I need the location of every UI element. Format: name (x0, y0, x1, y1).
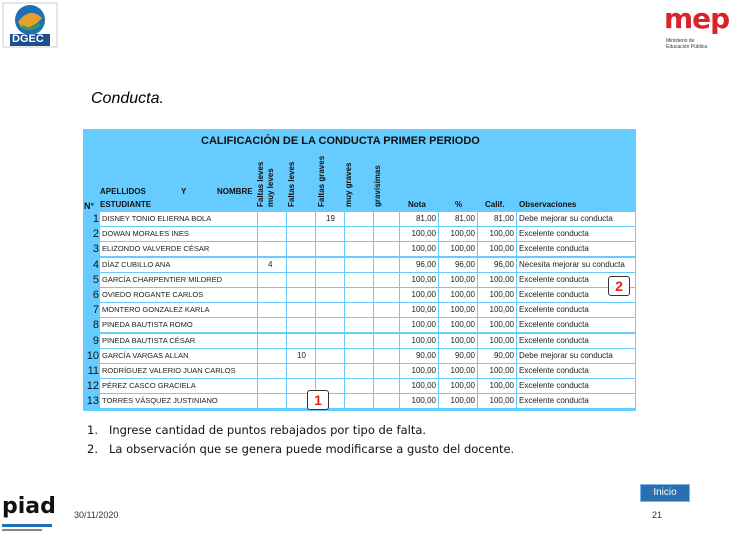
cell-deduction (345, 273, 373, 287)
cell-deduction (287, 334, 315, 348)
cell-deduction (345, 364, 373, 378)
cell-obs: Excelente conducta (517, 288, 635, 302)
cell-deduction (374, 349, 399, 363)
cell-name: GARCÍA CHARPENTIER MILDRED (100, 273, 257, 287)
cell-deduction (374, 364, 399, 378)
cell-n: 8 (92, 319, 99, 332)
cell-n: 13 (86, 395, 99, 408)
cell-nota: 100,00 (400, 303, 438, 317)
cell-name: TORRES VÁSQUEZ JUSTINIANO (100, 394, 257, 408)
header-muy-leves: muy leves (266, 168, 275, 207)
cell-pct: 100,00 (439, 242, 477, 256)
cell-name: PINEDA BAUTISTA CÉSAR (100, 334, 257, 348)
cell-n: 3 (92, 243, 99, 256)
cell-deduction (374, 318, 399, 332)
table-title: CALIFICACIÓN DE LA CONDUCTA PRIMER PERIODO (201, 135, 480, 147)
table-row (83, 394, 636, 409)
cell-name: ELIZONDO VALVERDE CÉSAR (100, 242, 257, 256)
cell-deduction (316, 364, 344, 378)
instruction-num-2: 2. (87, 442, 98, 456)
header-calif: Calif. (485, 200, 505, 209)
mep-logo (662, 2, 729, 56)
cell-obs: Excelente conducta (517, 364, 635, 378)
cell-pct: 100,00 (439, 379, 477, 393)
cell-obs: Excelente conducta (517, 379, 635, 393)
instruction-list (87, 421, 514, 459)
cell-calif: 100,00 (478, 227, 516, 241)
mep-logo-text: mep (664, 2, 729, 35)
marker-2: 2 (608, 276, 630, 296)
section-heading: Conducta. (91, 90, 164, 107)
cell-deduction (345, 394, 373, 408)
cell-calif: 100,00 (478, 273, 516, 287)
cell-deduction (287, 242, 315, 256)
cell-name: PÉREZ CASCO GRACIELA (100, 379, 257, 393)
cell-obs: Excelente conducta (517, 273, 635, 287)
mep-logo-subtitle: Ministerio de Educación Pública (666, 38, 708, 50)
cell-n: 12 (86, 380, 99, 393)
cell-deduction (316, 334, 344, 348)
cell-n: 6 (92, 289, 99, 301)
footer-date: 30/11/2020 (74, 510, 119, 520)
cell-deduction (258, 349, 286, 363)
cell-deduction (374, 258, 399, 272)
deduction-value: 19 (326, 214, 335, 223)
cell-deduction (345, 379, 373, 393)
cell-deduction (258, 303, 286, 317)
cell-deduction (287, 288, 315, 302)
cell-deduction (345, 212, 373, 226)
header-n: N° (84, 201, 95, 211)
cell-nota: 100,00 (400, 379, 438, 393)
cell-deduction (374, 334, 399, 348)
cell-obs: Necesita mejorar su conducta (517, 258, 635, 272)
cell-deduction (287, 212, 315, 226)
cell-deduction (258, 318, 286, 332)
header-obs: Observaciones (519, 200, 577, 209)
cell-obs: Excelente conducta (517, 227, 635, 241)
header-estudiante: ESTUDIANTE (100, 200, 152, 209)
table-row (83, 242, 636, 257)
cell-deduction (258, 242, 286, 256)
header-gravisimas: gravísimas (373, 165, 382, 207)
cell-deduction (374, 394, 399, 408)
table-row (83, 273, 636, 288)
cell-pct: 90,00 (439, 349, 477, 363)
cell-obs: Debe mejorar su conducta (517, 212, 635, 226)
cell-nota: 100,00 (400, 334, 438, 348)
dgec-logo (2, 2, 58, 48)
cell-pct: 100,00 (439, 364, 477, 378)
header-pct: % (455, 200, 463, 209)
cell-name: GARCÍA VARGAS ALLAN (100, 349, 257, 363)
cell-nota: 100,00 (400, 288, 438, 302)
table-row (83, 334, 636, 349)
cell-deduction (258, 379, 286, 393)
cell-deduction (287, 227, 315, 241)
cell-nota: 100,00 (400, 364, 438, 378)
header-faltas-leves: Faltas leves (256, 161, 265, 207)
cell-calif: 100,00 (478, 394, 516, 408)
cell-nota: 96,00 (400, 258, 438, 272)
cell-obs: Excelente conducta (517, 318, 635, 332)
cell-name: PINEDA BAUTISTA ROMO (100, 318, 257, 332)
cell-deduction (316, 303, 344, 317)
instruction-text-2: La observación que se genera puede modificarse a gusto del docente. (108, 442, 515, 456)
dgec-logo-text: DGEC (12, 33, 44, 45)
cell-deduction (287, 258, 315, 272)
cell-n: 10 (86, 349, 99, 362)
cell-n: 9 (92, 334, 99, 347)
cell-name: RODRÍGUEZ VALERIO JUAN CARLOS (100, 364, 257, 378)
piad-logo-text: piad (2, 494, 56, 519)
cell-obs: Excelente conducta (517, 242, 635, 256)
cell-name: DISNEY TONIO ELIERNA BOLA (100, 212, 257, 226)
cell-deduction (345, 288, 373, 302)
table-row (83, 303, 636, 318)
cell-deduction (316, 349, 344, 363)
cell-obs: Excelente conducta (517, 303, 635, 317)
cell-calif: 100,00 (478, 303, 516, 317)
instruction-num-1: 1. (87, 423, 98, 437)
header-y: Y (181, 187, 187, 196)
cell-name: DÍAZ CUBILLO ANA (100, 258, 257, 272)
cell-calif: 100,00 (478, 318, 516, 332)
cell-pct: 100,00 (439, 273, 477, 287)
cell-nota: 100,00 (400, 318, 438, 332)
cell-deduction (345, 334, 373, 348)
cell-deduction (287, 273, 315, 287)
cell-deduction (345, 318, 373, 332)
cell-nota: 100,00 (400, 227, 438, 241)
cell-deduction (345, 242, 373, 256)
cell-deduction (258, 227, 286, 241)
table-row (83, 258, 636, 273)
cell-calif: 100,00 (478, 364, 516, 378)
cell-deduction (316, 227, 344, 241)
header-nota: Nota (408, 200, 426, 209)
cell-pct: 100,00 (439, 334, 477, 348)
cell-deduction (374, 227, 399, 241)
cell-deduction (316, 288, 344, 302)
cell-deduction (287, 364, 315, 378)
cell-n: 11 (87, 365, 99, 377)
cell-pct: 96,00 (439, 258, 477, 272)
cell-calif: 81,00 (478, 212, 516, 226)
cell-deduction (258, 288, 286, 302)
cell-deduction (258, 212, 286, 226)
cell-deduction (316, 318, 344, 332)
cell-calif: 90,00 (478, 349, 516, 363)
cell-obs: Debe mejorar su conducta (517, 349, 635, 363)
table-row (83, 288, 636, 303)
cell-pct: 100,00 (439, 303, 477, 317)
cell-deduction (345, 303, 373, 317)
deduction-value: 4 (268, 259, 273, 269)
cell-deduction (287, 318, 315, 332)
conduct-grade-table (83, 129, 636, 411)
cell-nota: 100,00 (400, 273, 438, 287)
header-muy-graves: muy graves (344, 162, 353, 207)
table-row (83, 349, 636, 364)
cell-deduction (374, 242, 399, 256)
table-row (83, 227, 636, 242)
cell-calif: 100,00 (478, 379, 516, 393)
cell-n: 5 (92, 273, 99, 286)
table-row (83, 379, 636, 394)
cell-nota: 90,00 (400, 349, 438, 363)
instruction-item-2 (87, 440, 514, 459)
cell-obs: Excelente conducta (517, 394, 635, 408)
header-faltas-graves: Faltas graves (317, 155, 326, 207)
cell-pct: 100,00 (439, 227, 477, 241)
cell-calif: 100,00 (478, 334, 516, 348)
cell-deduction (374, 379, 399, 393)
header-apellidos: APELLIDOS (100, 187, 146, 196)
deduction-value: 10 (297, 350, 306, 360)
cell-deduction (345, 227, 373, 241)
cell-n: 7 (92, 304, 99, 317)
cell-deduction (374, 212, 399, 226)
header-faltas-leves-2: Faltas leves (287, 161, 296, 207)
table-row (83, 212, 636, 227)
cell-deduction (374, 273, 399, 287)
cell-deduction (258, 394, 286, 408)
cell-pct: 100,00 (439, 318, 477, 332)
table-row (83, 318, 636, 333)
cell-nota: 100,00 (400, 394, 438, 408)
cell-n: 1 (92, 213, 99, 225)
header-nombre: NOMBRE (217, 187, 253, 196)
cell-calif: 96,00 (478, 258, 516, 272)
cell-deduction (316, 258, 344, 272)
table-row (83, 364, 636, 379)
cell-deduction (287, 303, 315, 317)
inicio-button[interactable]: Inicio (640, 484, 690, 502)
cell-n: 4 (92, 258, 99, 271)
cell-calif: 100,00 (478, 242, 516, 256)
cell-deduction (374, 303, 399, 317)
cell-deduction (345, 258, 373, 272)
cell-calif: 100,00 (478, 288, 516, 302)
cell-n: 2 (92, 228, 99, 241)
cell-deduction (374, 288, 399, 302)
cell-deduction (316, 242, 344, 256)
cell-name: OVIEDO ROGANTE CARLOS (100, 288, 257, 302)
marker-1: 1 (307, 390, 329, 410)
cell-deduction (258, 273, 286, 287)
cell-nota: 81,00 (400, 212, 438, 226)
cell-deduction (258, 364, 286, 378)
piad-logo (0, 494, 58, 538)
cell-nota: 100,00 (400, 242, 438, 256)
cell-name: MONTERO GONZALEZ KARLA (100, 303, 257, 317)
cell-deduction (316, 273, 344, 287)
cell-name: DOWAN MORALES INES (100, 227, 257, 241)
instruction-item-1 (87, 421, 514, 440)
cell-pct: 100,00 (439, 394, 477, 408)
footer-page-number: 21 (652, 510, 663, 520)
cell-deduction (258, 334, 286, 348)
cell-deduction (345, 349, 373, 363)
instruction-text-1: Ingrese cantidad de puntos rebajados por tipo de falta. (108, 423, 427, 437)
cell-pct: 100,00 (439, 288, 477, 302)
cell-pct: 81,00 (439, 212, 477, 226)
cell-obs: Excelente conducta (517, 334, 635, 348)
